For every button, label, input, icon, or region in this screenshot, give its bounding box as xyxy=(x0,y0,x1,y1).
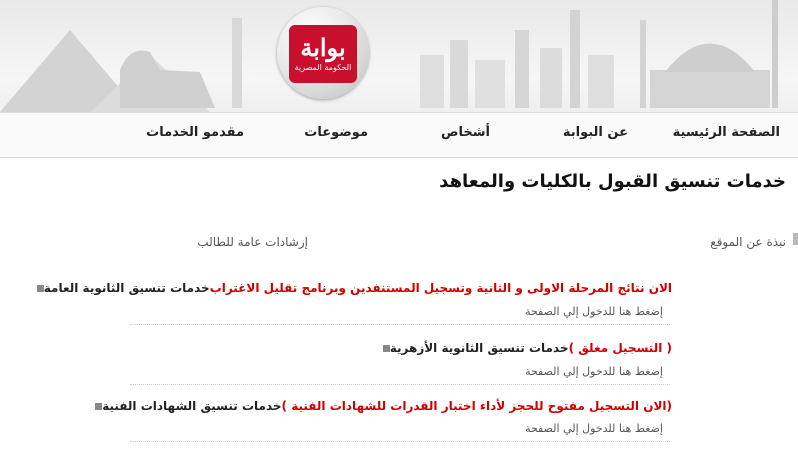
about-site-link[interactable]: نبذة عن الموقع xyxy=(710,235,786,249)
nav-item-providers[interactable]: مقدمو الخدمات xyxy=(146,125,244,140)
divider xyxy=(130,441,670,443)
service-item-azhar-secondary xyxy=(375,340,678,356)
logo-subtitle: الحكومة المصرية xyxy=(294,63,352,72)
service-item-technical-diplomas xyxy=(87,398,678,414)
service-name[interactable]: خدمات تنسيق الشهادات الفنية xyxy=(102,399,282,413)
header-banner xyxy=(0,0,798,112)
logo-badge xyxy=(289,25,357,83)
nav-item-people[interactable]: أشخاص xyxy=(441,125,490,140)
scroll-marker xyxy=(793,233,798,245)
logo-title: بوابة xyxy=(300,33,346,62)
square-bullet-icon xyxy=(37,285,44,292)
service-item-general-secondary xyxy=(29,280,678,296)
square-bullet-icon xyxy=(383,345,390,352)
nav-item-about[interactable]: عن البوابة xyxy=(562,125,628,140)
enter-page-link[interactable]: إضغط هنا للدخول إلي الصفحة xyxy=(525,422,663,435)
service-status: الان نتائج المرحلة الاولى و الثانية وتسجيل المستنفدين وبرنامج تقليل الاغتراب xyxy=(209,281,672,295)
enter-page-link[interactable]: إضغط هنا للدخول إلي الصفحة xyxy=(525,305,663,318)
student-guidance-link[interactable]: إرشادات عامة للطالب xyxy=(197,235,308,249)
service-name[interactable]: خدمات تنسيق الثانوية الأزهرية xyxy=(389,341,569,355)
divider xyxy=(130,324,670,326)
main-nav xyxy=(0,112,798,158)
skyline-illustration xyxy=(0,0,798,112)
service-status: ( التسجيل مغلق ) xyxy=(568,341,672,355)
square-bullet-icon xyxy=(95,403,102,410)
nav-item-home[interactable]: الصفحة الرئيسية xyxy=(672,125,780,140)
service-name[interactable]: خدمات تنسيق الثانوية العامة xyxy=(43,281,210,295)
divider xyxy=(130,384,670,386)
site-logo[interactable] xyxy=(277,7,369,99)
service-status: ( الان التسجيل مفتوح للحجز لأداء اختبار القدرات للشهادات الفنية) xyxy=(281,399,672,413)
nav-item-topics[interactable]: موضوعات xyxy=(304,125,368,140)
page-title: خدمات تنسيق القبول بالكليات والمعاهد xyxy=(439,171,786,192)
enter-page-link[interactable]: إضغط هنا للدخول إلي الصفحة xyxy=(525,365,663,378)
